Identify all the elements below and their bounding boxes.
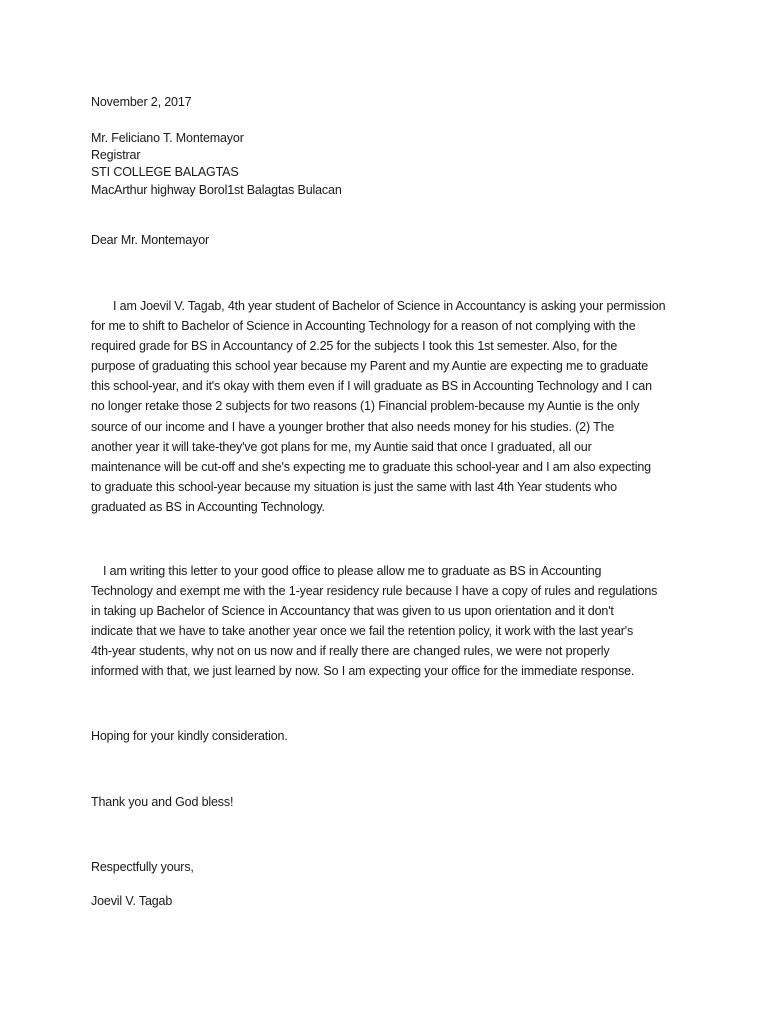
recipient-institution: STI COLLEGE BALAGTAS (91, 165, 239, 179)
signature-name: Joevil V. Tagab (91, 894, 173, 908)
letter-date: November 2, 2017 (91, 95, 192, 109)
sign-off: Respectfully yours, (91, 860, 194, 874)
body-paragraph-2 (91, 561, 679, 682)
recipient-address: MacArthur highway Borol1st Balagtas Bulacan (91, 183, 342, 197)
paragraph-line: maintenance will be cut-off and she's expecting me to graduate this school-year and I am also expecting (91, 459, 651, 474)
paragraph-line: indicate that we have to take another year once we fail the retention policy, it work with the last year's (91, 624, 634, 639)
paragraph-line: source of our income and I have a younger brother that also needs money for his studies. (2) The (91, 419, 615, 434)
closing-consideration: Hoping for your kindly consideration. (91, 729, 288, 743)
paragraph-line: graduated as BS in Accounting Technology. (91, 499, 325, 514)
paragraph-line: required grade for BS in Accountancy of 2.25 for the subjects I took this 1st semester. Also, for the (91, 339, 618, 354)
paragraph-line: Technology and exempt me with the 1-year residency rule because I have a copy of rules and regulations (91, 584, 658, 599)
body-paragraph-1 (91, 296, 679, 517)
paragraph-line: I am writing this letter to your good office to please allow me to graduate as BS in Accounting (103, 564, 602, 578)
paragraph-line: for me to shift to Bachelor of Science in Accounting Technology for a reason of not complying with the (91, 319, 636, 334)
recipient-title: Registrar (91, 148, 141, 162)
paragraph-line: this school-year, and it's okay with them even if I will graduate as BS in Accounting Technology and I can (91, 379, 652, 394)
recipient-name: Mr. Feliciano T. Montemayor (91, 131, 244, 145)
paragraph-line: to graduate this school-year because my situation is just the same with last 4th Year students who (91, 479, 617, 494)
paragraph-line: purpose of graduating this school year because my Parent and my Auntie are expecting me to graduate (91, 359, 649, 374)
paragraph-line: I am Joevil V. Tagab, 4th year student of Bachelor of Science in Accountancy is asking your permission (113, 299, 666, 313)
closing-thanks: Thank you and God bless! (91, 795, 234, 809)
salutation: Dear Mr. Montemayor (91, 233, 210, 247)
paragraph-line: informed with that, we just learned by now. So I am expecting your office for the immediate response. (91, 664, 635, 679)
paragraph-line: 4th-year students, why not on us now and if really there are changed rules, we were not properly (91, 644, 610, 659)
paragraph-line: no longer retake those 2 subjects for two reasons (1) Financial problem-because my Auntie is the only (91, 399, 640, 414)
paragraph-line: another year it will take-they've got plans for me, my Auntie said that once I graduated, all our (91, 439, 592, 454)
paragraph-line: in taking up Bachelor of Science in Accountancy that was given to us upon orientation and it don't (91, 604, 614, 619)
